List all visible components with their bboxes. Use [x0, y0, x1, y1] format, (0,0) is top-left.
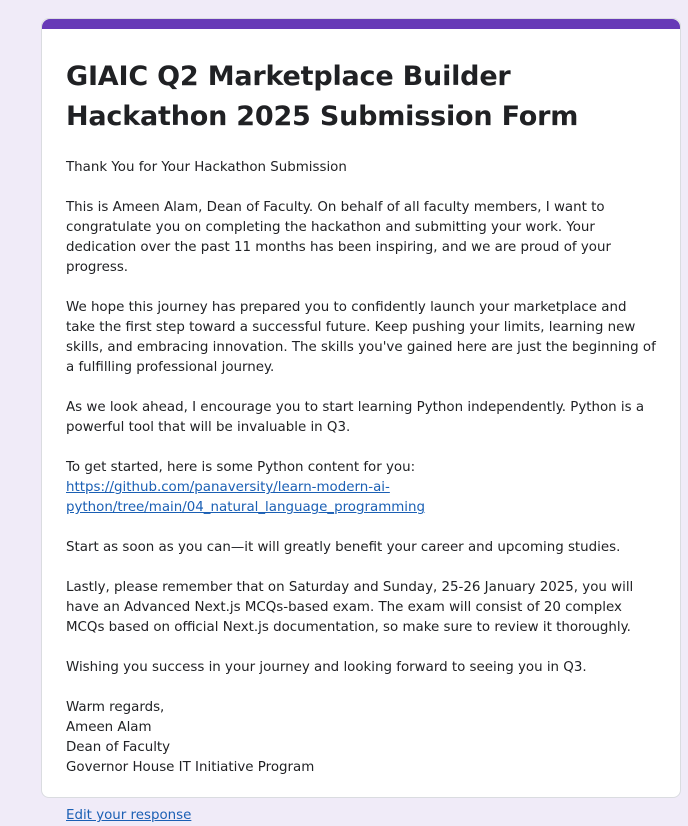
message-paragraph-exam: Lastly, please remember that on Saturday and Sunday, 25-26 January 2025, you will have an Advanced Next.js MCQs-based exam. The exam will consist of 20 complex MCQs based on official Next.js documentation, so make sure to review it thoroughly. — [66, 580, 634, 635]
confirmation-message — [66, 158, 658, 778]
form-card — [41, 18, 681, 823]
edit-response-link[interactable]: Edit your response — [66, 808, 192, 823]
signature-greeting: Warm regards, — [66, 700, 165, 715]
message-paragraph-start: Start as soon as you can—it will greatly benefit your career and upcoming studies. — [66, 540, 621, 555]
signature-name: Ameen Alam — [66, 720, 152, 735]
message-paragraph-intro: This is Ameen Alam, Dean of Faculty. On behalf of all faculty members, I want to congratulate you on completing the hackathon and submitting your work. Your dedication over the past 11 months has been inspiring, and we are proud of your progress. — [66, 200, 611, 275]
signature-role: Dean of Faculty — [66, 740, 171, 755]
message-paragraph-journey: We hope this journey has prepared you to confidently launch your marketplace and take the first step toward a successful future. Keep pushing your limits, learning new skills, and embracing innovation. The skills you've gained here are just the beginning of a fulfilling professional journey. — [66, 300, 656, 375]
card-accent-bar — [42, 19, 680, 29]
card-content — [66, 57, 658, 826]
message-heading: Thank You for Your Hackathon Submission — [66, 160, 347, 175]
resources-text: To get started, here is some Python content for you: — [66, 460, 416, 475]
message-paragraph-wishes: Wishing you success in your journey and looking forward to seeing you in Q3. — [66, 660, 587, 675]
form-title: GIAIC Q2 Marketplace Builder Hackathon 2025 Submission Form — [66, 61, 579, 132]
signature-program: Governor House IT Initiative Program — [66, 760, 315, 775]
python-content-link[interactable]: https://github.com/panaversity/learn-modern-ai-python/tree/main/04_natural_language_programming — [66, 480, 426, 515]
message-paragraph-resources — [66, 458, 658, 518]
signature-block — [66, 698, 658, 778]
page-top-edge — [0, 0, 688, 6]
message-paragraph-python: As we look ahead, I encourage you to start learning Python independently. Python is a powerful tool that will be invaluable in Q3. — [66, 400, 645, 435]
